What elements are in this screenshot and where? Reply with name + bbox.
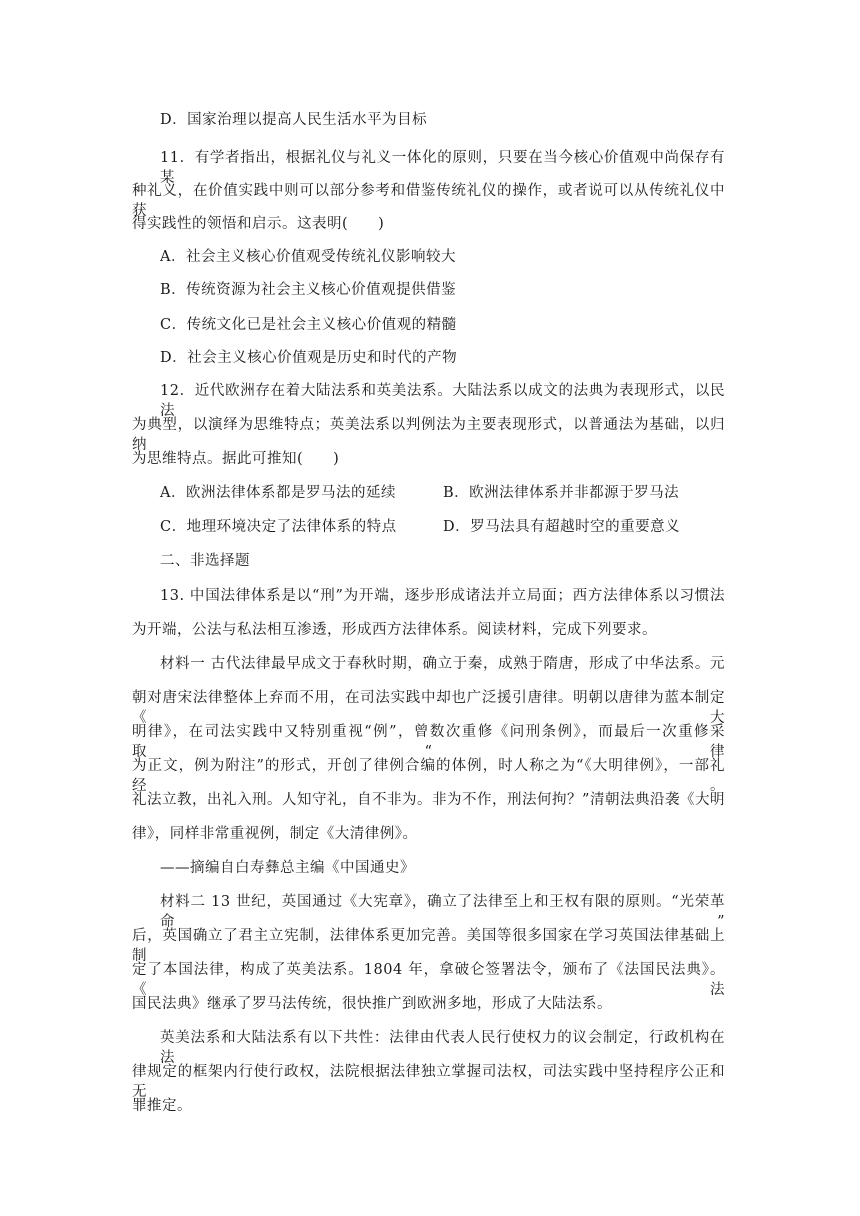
material2-note-line-2: 律规定的框架内行使行政权，法院根据法律独立掌握司法权，司法实践中坚持程序公正和无 — [132, 1064, 725, 1100]
q11-option-d: D．社会主义核心价值观是历史和时代的产物 — [160, 350, 458, 366]
q11-stem-line-3: 得实践性的领悟和启示。这表明( ) — [132, 216, 385, 232]
material2-line-3: 定了本国法律，构成了英美法系。1804 年，拿破仑签署法令，颁布了《法国民法典》。《法 — [132, 962, 725, 998]
material1-line-3: 明律》，在司法实践中又特别重视“例”，曾数次重修《问刑条例》，而最后一次重修采取“律 — [132, 724, 725, 760]
q12-stem-line-1: 12．近代欧洲存在着大陆法系和英美法系。大陆法系以成文的法典为表现形式，以民法 — [160, 383, 725, 419]
section-heading-non-choice: 二、非选择题 — [160, 553, 250, 569]
material2-note-line-3: 罪推定。 — [132, 1098, 192, 1114]
q12-stem-line-2: 为典型，以演绎为思维特点；英美法系以判例法为主要表现形式，以普通法为基础，以归纳 — [132, 417, 725, 453]
material1-line-1: 材料一 古代法律最早成文于春秋时期，确立于秦，成熟于隋唐，形成了中华法系。元 — [160, 656, 725, 672]
q12-stem-line-3: 为思维特点。据此可推知( ) — [132, 451, 340, 467]
material1-line-5: 礼法立教，出礼入刑。人知守礼，自不非为。非为不作，刑法何拘？”清朝法典沿袭《大明 — [132, 792, 725, 808]
material1-line-4: 为正文，例为附注”的形式，开创了律例合编的体例，时人称之为“《大明律例》，一部礼经。 — [132, 758, 725, 794]
q11-option-c: C．传统文化已是社会主义核心价值观的精髓 — [160, 317, 457, 333]
q13-stem-line-2: 为开端，公法与私法相互渗透，形成西方法律体系。阅读材料，完成下列要求。 — [132, 622, 657, 638]
q11-stem-line-2: 种礼义，在价值实践中则可以部分参考和借鉴传统礼仪的操作，或者说可以从传统礼仪中获 — [132, 183, 725, 219]
q11-stem-line-1: 11．有学者指出，根据礼仪与礼义一体化的原则，只要在当今核心价值观中尚保存有某 — [160, 150, 725, 186]
material2-line-1: 材料二 13 世纪，英国通过《大宪章》，确立了法律至上和王权有限的原则。“光荣革命” — [160, 894, 725, 930]
material2-note-line-1: 英美法系和大陆法系有以下共性：法律由代表人民行使权力的议会制定，行政机构在法 — [160, 1030, 725, 1066]
material2-line-2: 后，英国确立了君主立宪制，法律体系更加完善。美国等很多国家在学习英国法律基础上制 — [132, 928, 725, 964]
q10-option-d: D．国家治理以提高人民生活水平为目标 — [160, 112, 428, 128]
q12-option-a: A．欧洲法律体系都是罗马法的延续 — [160, 485, 396, 501]
material1-line-6: 律》，同样非常重视例，制定《大清律例》。 — [132, 826, 418, 842]
material1-line-2: 朝对唐宋法律整体上弃而不用，在司法实践中却也广泛援引唐律。明朝以唐律为蓝本制定《大 — [132, 690, 725, 726]
material2-line-4: 国民法典》继承了罗马法传统，很快推广到欧洲多地，形成了大陆法系。 — [132, 996, 612, 1012]
q11-option-a: A．社会主义核心价值观受传统礼仪影响较大 — [160, 249, 456, 265]
q13-stem-line-1: 13. 中国法律体系是以“刑”为开端，逐步形成诸法并立局面；西方法律体系以习惯法 — [160, 588, 725, 604]
q12-option-b: B．欧洲法律体系并非都源于罗马法 — [443, 485, 680, 501]
material1-source: ——摘编自白寿彝总主编《中国通史》 — [160, 860, 415, 876]
q12-option-c: C．地理环境决定了法律体系的特点 — [160, 519, 397, 535]
q11-option-b: B．传统资源为社会主义核心价值观提供借鉴 — [160, 282, 457, 298]
q12-option-d: D．罗马法具有超越时空的重要意义 — [443, 519, 681, 535]
